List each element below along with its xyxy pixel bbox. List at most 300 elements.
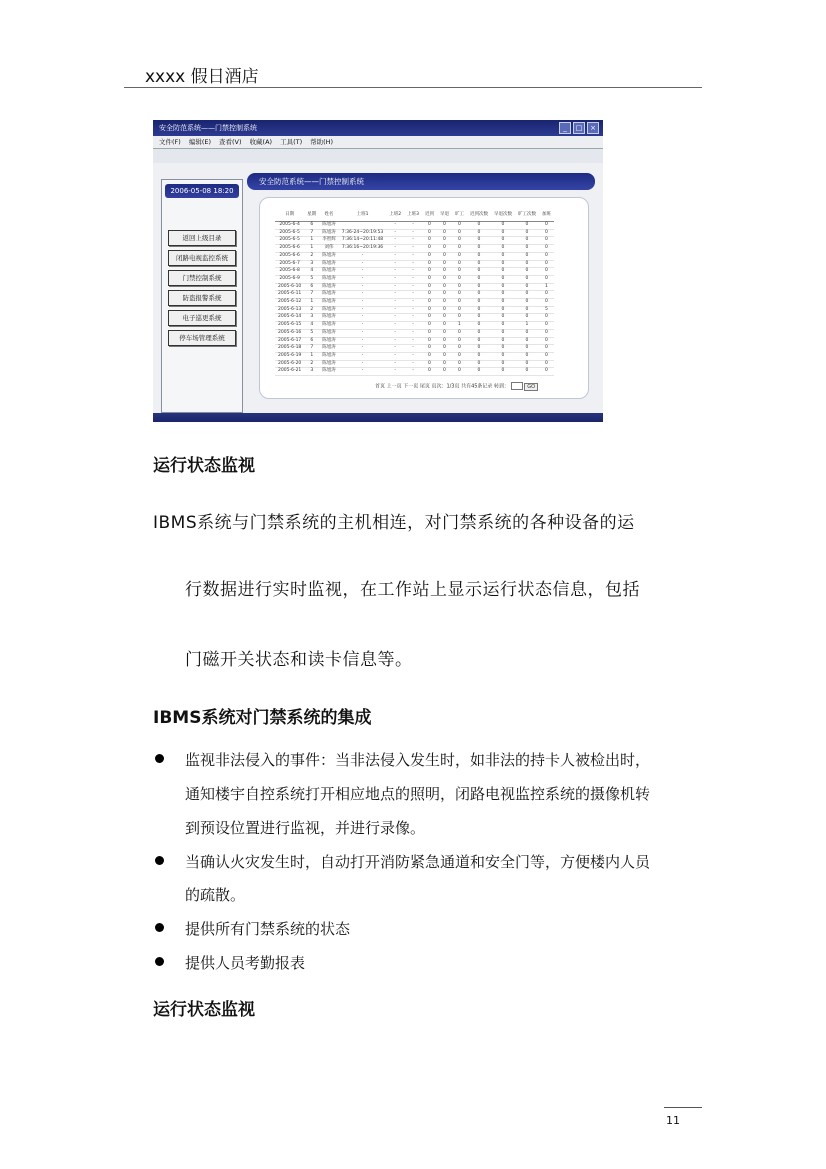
bullet-4-line-1: 提供人员考勤报表 (185, 954, 306, 972)
table-cell: - (339, 268, 386, 276)
table-cell: 陈旭涛 (319, 252, 339, 260)
table-cell: 0 (422, 345, 437, 353)
table-cell: - (404, 314, 422, 322)
table-cell: 0 (452, 368, 467, 376)
table-cell: 0 (515, 360, 539, 368)
table-cell: 0 (467, 329, 491, 337)
table-cell: 0 (437, 368, 452, 376)
pager-go-button[interactable]: GO (524, 383, 538, 391)
table-cell: 2 (304, 252, 319, 260)
table-row (275, 345, 554, 353)
table-cell: 陈旭涛 (319, 360, 339, 368)
table-cell: 0 (491, 322, 515, 330)
table-cell: - (404, 260, 422, 268)
nav-intrusion-alarm-button[interactable]: 防盗报警系统 (168, 290, 236, 306)
table-cell: 3 (304, 260, 319, 268)
table-cell: 0 (515, 352, 539, 360)
table-cell: 0 (467, 360, 491, 368)
table-cell: 0 (467, 291, 491, 299)
table-column-header: 迟到 (422, 206, 437, 222)
table-cell: 0 (491, 268, 515, 276)
table-cell: 0 (437, 222, 452, 230)
table-cell: 0 (491, 222, 515, 230)
table-cell: 0 (467, 299, 491, 307)
table-cell: - (386, 299, 404, 307)
table-cell: 0 (515, 337, 539, 345)
table-cell: 0 (491, 229, 515, 237)
table-cell: - (404, 352, 422, 360)
table-cell: 0 (437, 245, 452, 253)
table-cell: 0 (539, 222, 554, 230)
table-cell: - (339, 329, 386, 337)
table-cell: 陈旭涛 (319, 345, 339, 353)
table-cell: 2005-6-5 (275, 229, 304, 237)
table-cell: - (386, 314, 404, 322)
table-cell: - (386, 322, 404, 330)
table-cell: 0 (422, 283, 437, 291)
bullet-1-line-3: 到预设位置进行监视，并进行录像。 (185, 819, 426, 837)
table-cell: 2005-6-12 (275, 299, 304, 307)
table-cell: 0 (437, 237, 452, 245)
paragraph-line-2: 行数据进行实时监视，在工作站上显示运行状态信息，包括 (185, 580, 640, 600)
window-title: 安全防范系统——门禁控制系统 (159, 124, 257, 132)
table-cell: - (386, 360, 404, 368)
page-number: 11 (666, 1114, 680, 1127)
table-cell: 0 (539, 260, 554, 268)
table-cell: 0 (515, 283, 539, 291)
panel-title: 安全防范系统——门禁控制系统 (247, 173, 595, 190)
table-cell: - (386, 245, 404, 253)
table-cell: 0 (422, 252, 437, 260)
table-cell: 0 (437, 352, 452, 360)
table-row (275, 368, 554, 376)
table-cell: 2005-6-8 (275, 268, 304, 276)
table-cell: 陈旭涛 (319, 306, 339, 314)
table-cell: 5 (539, 306, 554, 314)
table-cell: 0 (452, 299, 467, 307)
table-cell: 0 (491, 283, 515, 291)
nav-patrol-button[interactable]: 电子巡更系统 (168, 310, 236, 326)
nav-parking-button[interactable]: 停车场管理系统 (168, 330, 236, 346)
table-cell: 0 (422, 337, 437, 345)
table-cell: 0 (437, 229, 452, 237)
table-cell: - (404, 268, 422, 276)
table-cell: 0 (467, 306, 491, 314)
table-cell: 陈旭涛 (319, 222, 339, 230)
table-cell: 0 (452, 306, 467, 314)
table-cell: 2005-6-13 (275, 306, 304, 314)
table-cell: 0 (437, 260, 452, 268)
table-cell: - (339, 252, 386, 260)
table-cell: - (386, 268, 404, 276)
table-cell: - (339, 360, 386, 368)
table-cell: 0 (467, 252, 491, 260)
table-cell: 陈旭涛 (319, 368, 339, 376)
table-cell: - (404, 237, 422, 245)
bullet-dot (155, 754, 164, 763)
menu-favorites[interactable]: 收藏(A) (249, 138, 273, 146)
datetime-display: 2006-05-08 18:20 (165, 184, 239, 198)
table-cell: 5 (304, 329, 319, 337)
table-cell: 7:36:14~20:11:48 (339, 237, 386, 245)
table-cell: 2005-6-7 (275, 260, 304, 268)
table-row (275, 237, 554, 245)
table-cell: 0 (515, 237, 539, 245)
table-row (275, 337, 554, 345)
minimize-icon[interactable]: _ (559, 122, 571, 134)
table-cell: 陈旭涛 (319, 229, 339, 237)
table-cell: 陈旭涛 (319, 260, 339, 268)
table-row (275, 260, 554, 268)
table-cell: 0 (422, 291, 437, 299)
table-cell: 4 (304, 322, 319, 330)
table-cell: 0 (515, 306, 539, 314)
table-cell: 0 (491, 360, 515, 368)
attendance-table (275, 206, 554, 376)
table-cell: 0 (452, 345, 467, 353)
table-cell: 2005-6-11 (275, 291, 304, 299)
table-cell: - (339, 352, 386, 360)
table-cell: 0 (452, 237, 467, 245)
bullet-1-line-2: 通知楼宇自控系统打开相应地点的照明，闭路电视监控系统的摄像机转 (185, 785, 651, 803)
table-cell: 0 (467, 283, 491, 291)
table-column-header: 星期 (304, 206, 319, 222)
section-heading-1: 运行状态监视 (153, 456, 255, 476)
table-cell: 0 (422, 237, 437, 245)
table-cell: 6 (304, 283, 319, 291)
toolbar (153, 149, 603, 164)
table-cell: 0 (422, 360, 437, 368)
table-cell: 0 (452, 268, 467, 276)
table-cell: 0 (422, 368, 437, 376)
table-row (275, 275, 554, 283)
table-column-header: 上班2 (386, 206, 404, 222)
bullet-3-line-1: 提供所有门禁系统的状态 (185, 920, 351, 938)
table-cell: 陈旭涛 (319, 283, 339, 291)
table-cell: 0 (515, 345, 539, 353)
table-cell (339, 222, 386, 230)
table-cell: - (386, 252, 404, 260)
table-cell: 0 (467, 222, 491, 230)
table-cell: 0 (422, 314, 437, 322)
table-cell: - (386, 368, 404, 376)
table-cell: 0 (515, 368, 539, 376)
table-cell: - (339, 283, 386, 291)
table-cell: 0 (539, 368, 554, 376)
table-cell: 0 (539, 291, 554, 299)
table-cell: 0 (452, 275, 467, 283)
table-cell: 0 (515, 252, 539, 260)
header-divider (124, 87, 702, 88)
table-cell: 0 (452, 314, 467, 322)
bullet-2-line-2: 的疏散。 (185, 886, 246, 904)
table-cell: 0 (539, 245, 554, 253)
table-cell: 陈旭涛 (319, 314, 339, 322)
table-cell: 2005-6-10 (275, 283, 304, 291)
table-cell: 0 (491, 329, 515, 337)
table-cell: - (339, 322, 386, 330)
table-cell: 0 (422, 299, 437, 307)
table-cell: 1 (304, 299, 319, 307)
table-cell: - (339, 337, 386, 345)
table-cell: 1 (304, 352, 319, 360)
table-column-header: 早退次数 (491, 206, 515, 222)
table-cell: - (386, 229, 404, 237)
table-cell: 2005-6-19 (275, 352, 304, 360)
table-cell: 0 (515, 245, 539, 253)
table-cell: 0 (467, 229, 491, 237)
table-header-row (275, 206, 554, 222)
table-cell: 2005-6-14 (275, 314, 304, 322)
table-cell: 2 (304, 306, 319, 314)
table-cell: 0 (452, 337, 467, 345)
table-cell: 0 (437, 360, 452, 368)
table-column-header: 加班 (539, 206, 554, 222)
nav-access-control-button[interactable]: 门禁控制系统 (168, 270, 236, 286)
maximize-icon[interactable]: □ (573, 122, 585, 134)
table-cell: - (339, 275, 386, 283)
table-column-header: 迟到次数 (467, 206, 491, 222)
table-cell: 陈旭涛 (319, 268, 339, 276)
table-cell: 0 (452, 329, 467, 337)
table-cell: - (404, 229, 422, 237)
table-cell: 0 (539, 275, 554, 283)
left-nav-panel (161, 179, 243, 413)
table-cell: 2005-6-6 (275, 245, 304, 253)
table-cell: 0 (437, 275, 452, 283)
table-row (275, 268, 554, 276)
table-cell: 0 (452, 222, 467, 230)
table-cell: 0 (422, 229, 437, 237)
table-cell: 0 (539, 237, 554, 245)
table-cell: 0 (422, 245, 437, 253)
pager-last-link[interactable]: 尾页 (419, 383, 430, 390)
table-cell: 陈旭涛 (319, 291, 339, 299)
table-cell: 0 (467, 337, 491, 345)
table-cell: 1 (539, 283, 554, 291)
table-cell: 陈旭涛 (319, 352, 339, 360)
table-cell: 0 (437, 329, 452, 337)
pager-first-link[interactable]: 首页 (375, 383, 386, 390)
table-cell: 7:36-24~20:19:53 (339, 229, 386, 237)
table-row (275, 229, 554, 237)
table-cell: 0 (491, 237, 515, 245)
table-cell: 0 (422, 322, 437, 330)
pager (375, 382, 538, 391)
table-cell: - (404, 329, 422, 337)
table-cell: 0 (437, 314, 452, 322)
table-cell: 1 (304, 245, 319, 253)
table-cell: 0 (452, 252, 467, 260)
table-cell: - (404, 252, 422, 260)
table-row (275, 360, 554, 368)
bullet-dot (155, 957, 164, 966)
table-cell: - (386, 337, 404, 345)
nav-cctv-button[interactable]: 闭路电视监控系统 (168, 250, 236, 266)
table-cell: - (404, 245, 422, 253)
table-cell: 7:36:16~20:19:36 (339, 245, 386, 253)
section-heading-2: IBMS系统对门禁系统的集成 (153, 708, 372, 728)
pager-page-input[interactable] (511, 382, 523, 390)
table-area (259, 197, 589, 399)
table-cell: - (404, 345, 422, 353)
table-cell: 0 (491, 275, 515, 283)
table-column-header: 旷工次数 (515, 206, 539, 222)
table-cell: 0 (515, 314, 539, 322)
menu-view[interactable]: 查看(V) (219, 138, 242, 146)
table-cell: 0 (437, 345, 452, 353)
table-cell: 2005-6-21 (275, 368, 304, 376)
table-cell: 0 (539, 229, 554, 237)
table-cell: 李智辉 (319, 237, 339, 245)
pager-next-link[interactable]: 下一页 (403, 383, 419, 390)
table-cell: 7 (304, 345, 319, 353)
table-cell: 0 (491, 345, 515, 353)
table-cell: 0 (437, 337, 452, 345)
table-cell: 0 (467, 245, 491, 253)
table-cell: 2005-6-17 (275, 337, 304, 345)
table-cell: - (339, 314, 386, 322)
table-cell: - (339, 299, 386, 307)
table-cell: 0 (491, 291, 515, 299)
table-cell: 1 (452, 322, 467, 330)
table-column-header: 上班3 (404, 206, 422, 222)
table-cell: 0 (491, 352, 515, 360)
table-row (275, 306, 554, 314)
table-cell: - (386, 352, 404, 360)
table-cell: 0 (491, 337, 515, 345)
table-cell: 7 (304, 229, 319, 237)
table-cell: 0 (452, 260, 467, 268)
table-cell: - (386, 283, 404, 291)
window-titlebar (153, 120, 603, 136)
table-cell: 0 (467, 268, 491, 276)
table-cell: 3 (304, 314, 319, 322)
table-cell: 0 (422, 275, 437, 283)
menu-tools[interactable]: 工具(T) (280, 138, 303, 146)
table-cell: 0 (467, 322, 491, 330)
table-cell: 0 (422, 222, 437, 230)
table-cell: 0 (437, 299, 452, 307)
table-row (275, 322, 554, 330)
table-cell: 0 (539, 299, 554, 307)
table-cell: 0 (437, 291, 452, 299)
menu-file[interactable]: 文件(F) (159, 138, 181, 146)
menu-edit[interactable]: 编辑(E) (188, 138, 211, 146)
table-cell: 0 (491, 306, 515, 314)
table-row (275, 352, 554, 360)
table-cell: 陈旭涛 (319, 329, 339, 337)
table-cell: 3 (304, 368, 319, 376)
table-column-header: 姓名 (319, 206, 339, 222)
pager-prev-link[interactable]: 上一页 (386, 383, 402, 390)
table-cell: 0 (539, 337, 554, 345)
table-cell: 0 (539, 352, 554, 360)
table-cell: 5 (304, 275, 319, 283)
table-cell: 4 (304, 268, 319, 276)
table-cell: - (339, 345, 386, 353)
table-cell: 0 (539, 322, 554, 330)
table-cell: 0 (515, 229, 539, 237)
table-cell: 2005-6-4 (275, 222, 304, 230)
table-cell: 2005-6-20 (275, 360, 304, 368)
table-cell: 0 (467, 314, 491, 322)
app-content (153, 163, 603, 413)
table-cell: 陈旭涛 (319, 299, 339, 307)
paragraph-line-1: IBMS系统与门禁系统的主机相连，对门禁系统的各种设备的运 (153, 513, 635, 533)
table-cell: 0 (467, 260, 491, 268)
table-cell: - (339, 291, 386, 299)
table-row (275, 299, 554, 307)
table-column-header: 早退 (437, 206, 452, 222)
table-cell: - (404, 368, 422, 376)
table-cell: - (386, 306, 404, 314)
table-cell: 0 (539, 329, 554, 337)
header-title: xxxx 假日酒店 (145, 67, 259, 87)
table-cell: 0 (491, 252, 515, 260)
table-cell: 0 (491, 260, 515, 268)
table-cell: - (339, 368, 386, 376)
nav-back-button[interactable]: 返回上级目录 (168, 230, 236, 246)
bullet-1-line-1: 监视非法侵入的事件：当非法侵入发生时，如非法的持卡人被检出时， (185, 751, 651, 769)
menu-bar (153, 136, 603, 149)
table-cell: 0 (437, 306, 452, 314)
table-cell: 刘伟 (319, 245, 339, 253)
table-cell: 1 (515, 322, 539, 330)
table-cell: 0 (515, 260, 539, 268)
table-cell: - (404, 360, 422, 368)
table-cell: 0 (515, 268, 539, 276)
table-row (275, 245, 554, 253)
table-cell: 0 (452, 283, 467, 291)
table-cell: 6 (304, 337, 319, 345)
table-row (275, 329, 554, 337)
table-cell: - (386, 291, 404, 299)
table-row (275, 252, 554, 260)
embedded-screenshot (153, 120, 603, 422)
table-cell: - (386, 222, 404, 230)
section-heading-3: 运行状态监视 (153, 1000, 255, 1020)
table-cell: 0 (467, 345, 491, 353)
table-cell: 0 (515, 275, 539, 283)
close-icon[interactable]: × (587, 122, 599, 134)
main-panel (247, 173, 595, 405)
status-bar (153, 413, 603, 422)
table-cell: 0 (437, 322, 452, 330)
pager-info: 页次：1/3页 共有45条记录 转到： (431, 383, 510, 390)
table-cell: 0 (452, 229, 467, 237)
table-cell: 0 (491, 299, 515, 307)
table-cell: 0 (422, 329, 437, 337)
table-cell: - (404, 306, 422, 314)
menu-help[interactable]: 帮助(H) (310, 138, 334, 146)
table-cell: - (386, 345, 404, 353)
table-cell: 2005-6-18 (275, 345, 304, 353)
table-cell: 0 (515, 291, 539, 299)
table-cell: - (386, 275, 404, 283)
table-cell: - (404, 299, 422, 307)
table-cell: - (404, 275, 422, 283)
table-cell: 2005-6-6 (275, 252, 304, 260)
table-cell: 0 (467, 237, 491, 245)
table-cell: 0 (422, 352, 437, 360)
table-cell: - (339, 306, 386, 314)
table-cell: 0 (491, 245, 515, 253)
table-cell: 陈旭涛 (319, 275, 339, 283)
table-cell: 0 (437, 268, 452, 276)
table-cell: - (404, 283, 422, 291)
table-cell: 0 (539, 252, 554, 260)
